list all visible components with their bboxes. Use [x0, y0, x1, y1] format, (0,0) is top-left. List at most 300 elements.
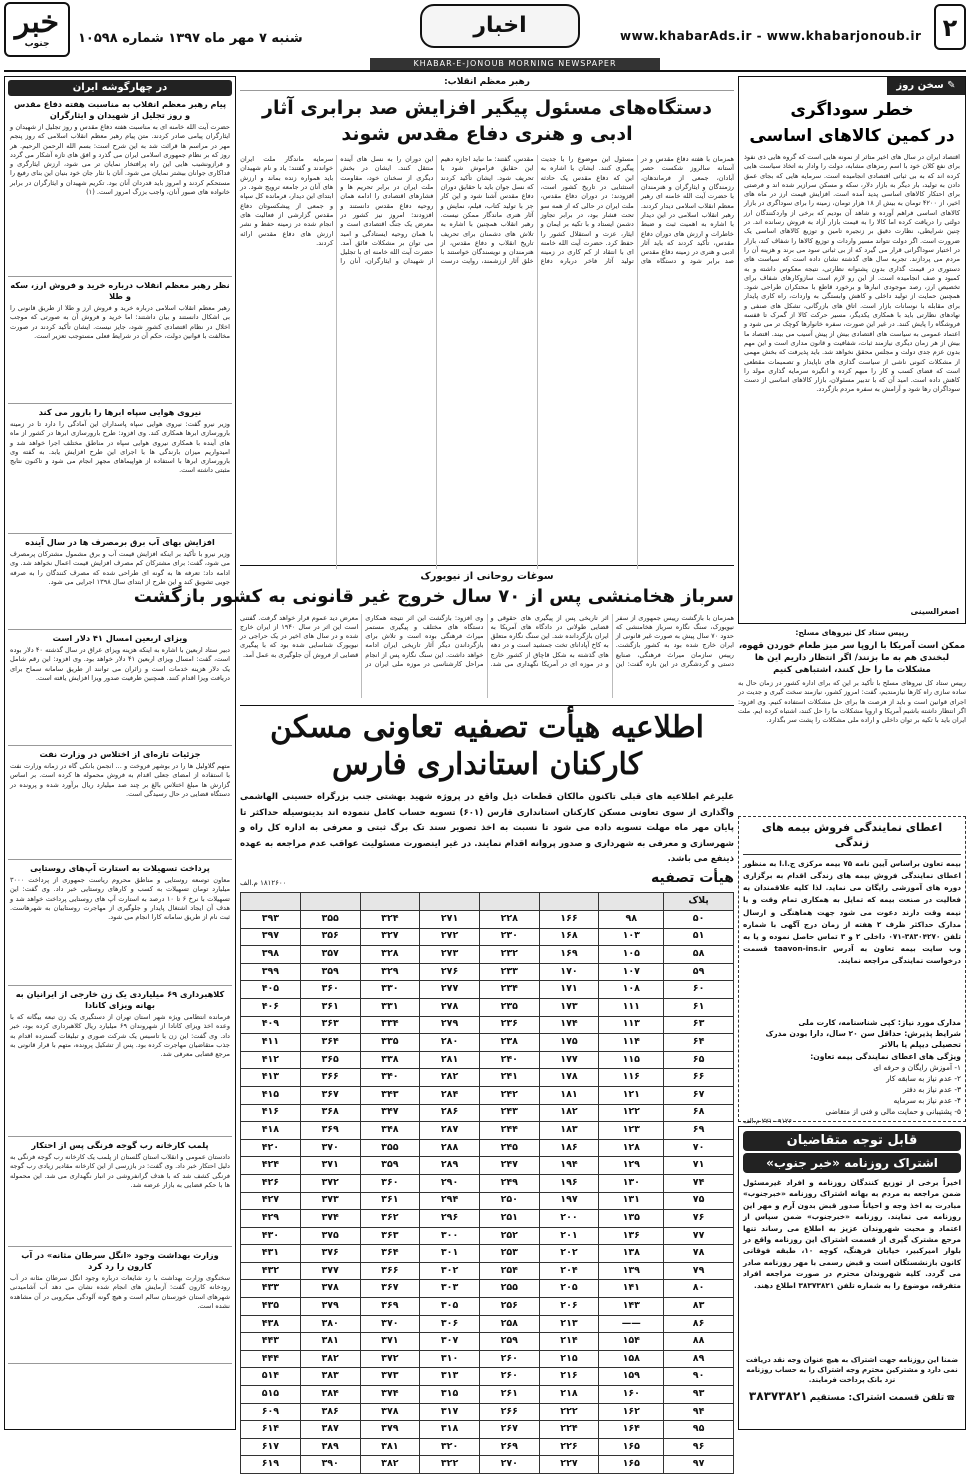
table-cell: ۱۷۴	[539, 1016, 599, 1034]
table-cell: ۱۶۰	[599, 1386, 664, 1404]
table-cell: ۴۳۵	[241, 1298, 301, 1316]
table-cell: ۶۵	[664, 1051, 734, 1069]
table-cell: ۳۶۷	[360, 1280, 420, 1298]
table-cell: ۲۷۳	[420, 946, 480, 964]
subscription-phone[interactable]: ۳۸۳۷۳۸۲۱	[748, 1389, 808, 1403]
insurance-ad-title: اعطای نمایندگی فروش بیمه های زندگی	[743, 821, 961, 855]
table-cell: ۸۹	[664, 1350, 734, 1368]
iran-news-body: دبیر ستاد اربعین با اشاره به اینکه هزینه ویزای عراق در سال گذشته ۴۰ دلار بوده است، گفت: امسال ویزای اربعین ۴۱ دلار خواهد بود. وی افزود: این رقم شامل یک دلار هزینه خدمات است و زائران می توانند از طریق سامانه سماح برای دریافت ویزا اقدام کنند. همچنین ظرفیت صدور ویزا افزایش یافته است.	[10, 646, 230, 682]
table-cell: ۱۸۲	[539, 1104, 599, 1122]
table-row	[241, 1157, 734, 1175]
table-cell: ۳۶۰	[360, 1174, 420, 1192]
soldier-news	[133, 570, 734, 706]
table-cell: ۲۵۱	[479, 1210, 539, 1228]
table-cell: ۳۱۷	[420, 1403, 480, 1421]
table-cell: ۳۶۴	[360, 1245, 420, 1263]
table-cell: ۳۳۱	[360, 998, 420, 1016]
table-cell: ۲۸۰	[420, 1034, 480, 1052]
table-cell: ۳۲۹	[360, 963, 420, 981]
table-cell: ۴۳۸	[241, 1315, 301, 1333]
iran-news-title: جزئیات تازه‌ای از اختلاس در وزارت نفت	[39, 749, 201, 759]
table-cell: ۱۰۳	[599, 928, 664, 946]
table-cell: ۳۳۰	[360, 981, 420, 999]
table-cell: ۱۱۳	[599, 1016, 664, 1034]
table-cell: ۲۳۳	[479, 963, 539, 981]
table-cell: ۳۸۶	[300, 1403, 360, 1421]
table-cell: ۲۸۸	[420, 1139, 480, 1157]
table-cell: ۲۰۵	[539, 1280, 599, 1298]
table-cell: ۳۷۲	[360, 1350, 420, 1368]
table-row	[241, 1386, 734, 1404]
table-cell: ۳۵۵	[300, 911, 360, 929]
table-cell: ۳۶۶	[360, 1262, 420, 1280]
iran-news-title: وزارت بهداشت وجود «انگل سرطان مثانه» در آب کارون را رد کرد	[21, 1250, 219, 1271]
logo-main: خبر	[14, 5, 60, 41]
logo-sub: جنوب	[24, 39, 50, 50]
table-cell: ۱۸۶	[539, 1139, 599, 1157]
editorial-label-bar	[887, 77, 965, 95]
table-cell: ۴۳۰	[241, 1227, 301, 1245]
table-cell: ۶۷	[664, 1086, 734, 1104]
table-cell: ۱۶۵	[599, 1438, 664, 1456]
table-row	[241, 1280, 734, 1298]
insurance-features	[743, 1062, 961, 1117]
table-cell: ۳۱۰	[420, 1350, 480, 1368]
table-cell: ۳۷۷	[300, 1262, 360, 1280]
table-cell: ۳۵۹	[300, 963, 360, 981]
subscription-body: اخیراً برخی از توزیع کنندگان روزنامه و افراد غیرمسئول ضمن مراجعه به مردم به بهانه اشتراک روزنامه «خبرجنوب» مبادرت به اخذ وجه و احیاناً صدور قبض بدون آرم و مهر این روزنامه می نمایند. روزنامه «خبرجنوب» ضمن سپاس از اعتماد و محبت شهروندان عزیز به اطلاع می رساند تنها مرجع مشترک گیری از قسمت اشتراک این روزنامه واقع در بلوار امیرکبیر، خیابان فرهنگ، کوچه ۱۰، طبقه فوقانی کانون بازنشستگان است و قبض رسمی با مهر روزنامه صادر می گردد. کلیه شهروندان محترم در صورت مراجعه افراد متفرقه، موضوع را به شماره تلفن ۳۸۳۷۳۸۲۱ اطلاع دهند.	[743, 1178, 961, 1290]
table-cell: ۹۳	[664, 1386, 734, 1404]
table-row	[241, 911, 734, 929]
table-cell: ۳۲۸	[360, 946, 420, 964]
table-cell: ۳۰۲	[420, 1262, 480, 1280]
table-cell: ۱۱۴	[599, 1034, 664, 1052]
soldier-title: سرباز هخامنشی پس از ۷۰ سال خروج غیر قانونی به کشور بازگشت	[133, 585, 734, 607]
table-cell: ۴۱۵	[241, 1086, 301, 1104]
insurance-feature: ۱- آموزش رایگان و حرفه ای	[873, 1063, 961, 1073]
table-cell: ۴۳۲	[241, 1262, 301, 1280]
table-cell: ۳۰۱	[420, 1245, 480, 1263]
table-cell: ۱۳۵	[599, 1210, 664, 1228]
table-cell: ۲۶۰	[479, 1350, 539, 1368]
iran-news-item	[8, 630, 232, 746]
iran-news-title: پیام رهبر معظم انقلاب به مناسبت هفته دفاع مقدس و روز تجلیل از شهیدان و ایثارگران	[13, 99, 227, 120]
side-news	[738, 628, 966, 812]
table-cell: ۲۵۲	[479, 1227, 539, 1245]
plaque-table-body	[241, 911, 734, 1474]
table-row	[241, 998, 734, 1016]
table-cell: ۱۸۳	[539, 1122, 599, 1140]
iran-news-title: پلمب کارخانه رب گوجه فرنگی پس از احتکار	[31, 1140, 209, 1150]
table-cell: ۱۲۳	[599, 1122, 664, 1140]
table-row	[241, 1421, 734, 1439]
table-cell: ۳۸۱	[300, 1333, 360, 1351]
table-cell: ۱۶۶	[539, 911, 599, 929]
table-cell: ۴۳۳	[241, 1280, 301, 1298]
table-cell: ۳۲۴	[360, 911, 420, 929]
side-news-title: ممکن است آمریکا با اروپا سر میز طعام خوردن قهوه، لبخندی هم به ما بزنند/ اگر انتظار داریم این ها مشکلات ما را حل کنند، اشتباهی کنیم	[738, 641, 966, 676]
table-cell: ۳۶۸	[300, 1104, 360, 1122]
table-cell: ۲۴۵	[479, 1139, 539, 1157]
table-cell: ۳۸۹	[300, 1438, 360, 1456]
notice-signer: هیأت تصفیه	[651, 870, 734, 887]
table-cell: ۱۱۵	[599, 1051, 664, 1069]
table-row	[241, 981, 734, 999]
table-cell: ۲۰۰	[539, 1210, 599, 1228]
table-cell: ۴۳۱	[241, 1245, 301, 1263]
table-cell: ۱۰۷	[599, 963, 664, 981]
table-row	[241, 1104, 734, 1122]
table-cell: ۲۵۹	[479, 1333, 539, 1351]
soldier-body: همزمان با بازگشت رییس جمهوری از سفر نیویورک، سنگ نگاره سرباز هخامنشی که حدود ۷۰ سال پیش به صورت غیر قانونی از ایران خارج شده بود به کشور بازگشت. رییس سازمان میراث فرهنگی، صنایع دستی و گردشگری در این باره گفت: این اثر تاریخی پس از پیگیری های حقوقی و قضایی طولانی در دادگاه های آمریکا به ایران بازگردانده شد. این سنگ نگاره متعلق به کاخ آپادانای تخت جمشید است و در دهه های گذشته به شکل قاچاق از کشور خارج و در موزه ای در آمریکا نگهداری می شد. وی افزود: بازگشت این اثر نتیجه همکاری دستگاه های مختلف و پیگیری مستمر میراث فرهنگی بوده است و تلاش برای بازگرداندن دیگر آثار تاریخی ایران ادامه خواهد داشت. این سنگ نگاره پس از انجام مراحل کارشناسی در موزه ملی ایران در معرض دید عموم قرار خواهد گرفت. گفتنی است این اثر در سال ۱۹۴۰ از ایران خارج شده و در سال های اخیر در یک حراجی در نیویورک شناسایی شده بود که با پیگیری قضایی از فروش آن جلوگیری به عمل آمد.	[240, 613, 734, 668]
insurance-ad-body: بیمه تعاون براساس آیین نامه ۷۵ بیمه مرکزی ج.ا.ا به منظور اعطای نمایندگی فروش بیمه های زندگی اقدام به برگزاری دوره های آموزشی رایگان می نماید. لذا کلیه علاقمندان به فعالیت در صنعت بیمه که تمایل به همکاری تمام وقت و یا نیمه وقت دارند دعوت می شود جهت هماهنگی و ارسال مدارک حداکثر ظرف ۲ هفته از زمان درج آگهی با شماره تلفن ۳۸۳۰۴۲۷۰-۰۷۱ داخلی ۲ و ۳ تماس حاصل نموده و یا به وب سایت بیمه تعاون به آدرس taavon-ins.ir قسمت درخواست نمایندگی مراجعه نمایند.	[743, 858, 961, 966]
table-cell: ۴۲۷	[241, 1192, 301, 1210]
table-cell: ۱۳۶	[599, 1227, 664, 1245]
insurance-code: ۲۷۱۰-۹۱۲۶ م.الف	[743, 1117, 792, 1126]
table-cell: ۱۶۹	[539, 946, 599, 964]
table-cell: ۲۵۳	[479, 1245, 539, 1263]
table-cell: ۱۴۳	[599, 1298, 664, 1316]
table-cell: ۲۱۶	[539, 1368, 599, 1386]
table-cell: ۲۰۲	[539, 1245, 599, 1263]
table-cell: ۱۹۴	[539, 1157, 599, 1175]
table-cell: ۷۸	[664, 1245, 734, 1263]
table-cell: ۲۳۶	[479, 1016, 539, 1034]
table-cell: ۲۴۰	[479, 1051, 539, 1069]
table-cell: ۱۶۴	[599, 1421, 664, 1439]
table-cell: ۲۷۰	[479, 1456, 539, 1474]
table-cell: ۳۷۰	[300, 1139, 360, 1157]
iran-news-body: وزیر نیرو با تأکید بر اینکه افزایش قیمت آب و برق مشمول مشترکان پرمصرف می شود، گفت: برای مشترکان کم مصرف افزایش قیمت اعمال نخواهد شد. وی ادامه داد: تعرفه ها به گونه ای طراحی شده که مصرف کنندگان را به صرفه جویی تشویق کند و این طرح از ابتدای سال ۱۳۹۸ اجرایی می شود.	[10, 550, 230, 586]
table-cell: ۳۹۰	[300, 1456, 360, 1474]
table-cell: ۷۵	[664, 1192, 734, 1210]
editorial-title-1: خطر سوداگری	[790, 100, 914, 120]
table-row	[241, 928, 734, 946]
table-row	[241, 1069, 734, 1087]
table-cell: ۳۷۹	[300, 1298, 360, 1316]
table-cell: ۲۹۶	[420, 1210, 480, 1228]
table-cell: ۲۳۸	[479, 1034, 539, 1052]
table-cell: ۹۷	[664, 1456, 734, 1474]
table-cell: ۵۸	[664, 946, 734, 964]
table-cell: ۳۴۷	[360, 1104, 420, 1122]
table-cell: ۴۱۳	[241, 1069, 301, 1087]
table-row	[241, 1333, 734, 1351]
table-cell: ۹۶	[664, 1438, 734, 1456]
issue-date: شنبه ۷ مهر ماه ۱۳۹۷ شماره ۱۰۵۹۸	[78, 31, 303, 46]
table-row	[241, 1016, 734, 1034]
iran-news-item	[8, 534, 232, 630]
table-cell: ۳۴۸	[360, 1122, 420, 1140]
table-row	[241, 1315, 734, 1333]
iran-column-label: در چهارگوشه ایران	[8, 80, 232, 96]
table-cell: ۲۲۷	[539, 1456, 599, 1474]
table-cell: ۴۱۲	[241, 1051, 301, 1069]
table-row	[241, 1245, 734, 1263]
table-cell: ۵۱	[664, 928, 734, 946]
table-cell: ۳۷۹	[360, 1421, 420, 1439]
insurance-ad	[738, 816, 966, 1126]
table-cell: ۱۳۰	[599, 1174, 664, 1192]
table-cell: ۲۴۹	[479, 1174, 539, 1192]
table-cell: ۲۷۸	[420, 998, 480, 1016]
table-cell: ۲۵۴	[479, 1262, 539, 1280]
english-strip: KHABAR-E-JONOUB MORNING NEWSPAPER	[370, 58, 660, 70]
table-cell: ۳۶۲	[360, 1210, 420, 1228]
table-cell: ۱۷۳	[539, 998, 599, 1016]
table-cell: ۳۶۶	[300, 1069, 360, 1087]
table-cell: ۲۶۷	[479, 1421, 539, 1439]
soldier-kicker: سوغات روحانی از نیویورک	[420, 571, 554, 582]
table-cell: ۳۳۸	[360, 1051, 420, 1069]
table-row	[241, 1139, 734, 1157]
table-cell: ۳۴۰	[360, 1069, 420, 1087]
plaque-header: پلاک	[664, 893, 734, 911]
table-cell: ۱۴۱	[599, 1280, 664, 1298]
table-cell: ۳۸۱	[360, 1438, 420, 1456]
iran-news-body: متهم گلاولیل ها را در بوشهر فروخت و ... انجمن بانکی گاه در زمانه وزارت نفت با استفاده از امضای جعلی اقدام به فروش محموله ها کرده است. بر اساس گزارش ها مبلغ اختلاس بالغ بر چند صد میلیارد ریال برآورد شده و پرونده در دستگاه قضایی در حال رسیدگی است.	[10, 762, 230, 798]
table-row	[241, 1350, 734, 1368]
table-cell: ۳۷۱	[360, 1333, 420, 1351]
table-cell: ۳۳۴	[360, 1016, 420, 1034]
table-cell: ۳۰۰	[420, 1227, 480, 1245]
table-cell: ۲۰۱	[539, 1227, 599, 1245]
table-cell: ۱۱۶	[599, 1069, 664, 1087]
table-row	[241, 963, 734, 981]
table-cell: ۲۹۴	[420, 1192, 480, 1210]
table-cell: ۲۵۶	[479, 1298, 539, 1316]
table-cell: ۳۷۲	[300, 1174, 360, 1192]
table-cell: ۲۸۴	[420, 1086, 480, 1104]
iran-news-item	[8, 746, 232, 860]
table-cell: ۲۴۴	[479, 1122, 539, 1140]
table-cell: ۱۰۸	[599, 981, 664, 999]
table-cell: ۱۷۸	[539, 1069, 599, 1087]
table-cell: ۲۷۹	[420, 1016, 480, 1034]
table-cell: ۴۰۶	[241, 998, 301, 1016]
table-row	[241, 1456, 734, 1474]
table-cell: ۳۵۹	[360, 1157, 420, 1175]
section-title: اخبار	[420, 4, 580, 48]
iran-news-item	[8, 986, 232, 1137]
table-cell: ۸۸	[664, 1333, 734, 1351]
table-cell: ۶۴	[664, 1034, 734, 1052]
table-row	[241, 1192, 734, 1210]
iran-news-body: دادستان عمومی و انقلاب استان گلستان از پلمب یک کارخانه رب گوجه فرنگی به دلیل احتکار خبر داد. وی گفت: در بازرسی از این کارخانه مقادیر زیادی رب گوجه فرنگی کشف شد که با هدف گرانفروشی در انبار نگهداری می شد. این محموله ها با حکم قضایی به بازار عرضه شد.	[10, 1153, 230, 1189]
table-cell: ۳۷۴	[360, 1386, 420, 1404]
table-cell: ۹۸	[599, 911, 664, 929]
iran-news-item	[8, 860, 232, 986]
table-cell: ۳۷۶	[300, 1245, 360, 1263]
insurance-feat-title: ویژگی های اعطای نمایندگی بیمه تعاون:	[810, 1051, 961, 1061]
notice-code: ۱۸۱۲۶۰۰ م.الف	[240, 878, 287, 887]
table-cell: ۴۲۹	[241, 1210, 301, 1228]
table-cell: ۵۹	[664, 963, 734, 981]
iran-news-body: معاون توسعه روستایی و مناطق محروم ریاست جمهوری از پرداخت ۳۰۰۰ میلیارد تومان تسهیلات به کسب و کارهای روستایی خبر داد. وی گفت: این تسهیلات با نرخ ۶ تا ۱۰ درصد به استارت آپ های روستایی پرداخت خواهد شد و هدف آن ایجاد اشتغال پایدار و جلوگیری از مهاجرت روستاییان به شهرهاست. ثبت نام از طریق سامانه کارا انجام می شود.	[10, 876, 231, 922]
table-cell: ۳۴۳	[360, 1086, 420, 1104]
notice-sign-row	[240, 868, 734, 888]
table-cell: ۷۷	[664, 1227, 734, 1245]
table-cell: ۲۲۶	[539, 1438, 599, 1456]
table-row	[241, 1034, 734, 1052]
table-cell: ——	[599, 1315, 664, 1333]
table-cell: ۲۲۸	[479, 911, 539, 929]
iran-news-body: وزیر نیرو گفت: نیروی هوایی سپاه پاسداران این آمادگی را دارد تا در زمینه بارورسازی ابرها همکاری کند. وی افزود: طرح بارورسازی ابرها در کشور از ماه های آینده با همکاری نیروی هوایی سپاه در مناطق مختلف اجرا خواهد شد و امیدواریم میزان بارندگی ها با اجرای این طرح افزایش یابد. به گفته وی بارورسازی ابرها با استفاده از هواپیماهای مجهز انجام می شود و تاکنون نتایج مثبتی داشته است.	[10, 420, 230, 475]
iran-news-title: افزایش بهای آب برق برمصرف ها در سال آینده	[25, 537, 215, 547]
table-cell: ۳۶۱	[300, 998, 360, 1016]
table-cell: ۳۶۵	[300, 1051, 360, 1069]
table-cell: ۳۶۱	[360, 1192, 420, 1210]
iran-news-body: حضرت آیت الله خامنه ای به مناسبت هفته دفاع مقدس و روز تجلیل از شهیدان و ایثارگران پیامی صادر کردند. متن پیام رهبر معظم انقلاب اسلامی که روز پنجم مهر در مراسم ها قرائت شد به این شرح است: بسم الله الرحمن الرحیم. هر روز که بر نظام جمهوری اسلامی ایران می گذرد و افق های تازه آشکار می گردد و فرازونشیب هایی این راه پرافتخار نمایان تر می شود، ارزش ایثارگری و فداکاری جوانان بیشتر نمایان می شود. آنان با نثار جان خود بنیان این بنای رفیع را مستحکم کردند و امروز باید قدردان آنان بود. تکریم شهیدان و ایثارگران در برابر خانواده های صبور آنان، واجب بزرگ امروز است. (۱)	[10, 123, 230, 197]
cooperative-notice	[240, 710, 734, 1470]
table-cell: ۴۰۵	[241, 981, 301, 999]
table-cell: ۱۷۷	[539, 1051, 599, 1069]
table-cell: ۴۱۸	[241, 1122, 301, 1140]
leader-body: همزمان با هفته دفاع مقدس و در آستانه سالروز شکست حصر آبادان، جمعی از فرماندهان، رزمندگان و ایثارگران و هنرمندان با حضرت آیت الله خامنه ای رهبر معظم انقلاب اسلامی دیدار کردند. رهبر انقلاب اسلامی در این دیدار با اشاره به اهمیت ثبت و ضبط خاطرات و ارزش های دوران دفاع مقدس، تأکید کردند که باید آثار ادبی و هنری در زمینه دفاع مقدس صد برابر شود و دستگاه های مسئول این موضوع را با جدیت پیگیری کنند. ایشان با اشاره به این که دفاع مقدس یک حادثه استثنایی در تاریخ کشور است، افزودند: در دوران دفاع مقدس، ملت ایران در حالی که از همه سو تحت فشار بود، در برابر تجاوز دشمن ایستاد و با تکیه بر ایمان و ایثار، عزت و استقلال کشور را حفظ کرد. حضرت آیت الله خامنه ای با انتقاد از کم کاری در زمینه تولید آثار فاخر درباره دفاع مقدس، گفتند: ما نباید اجازه دهیم این حقایق فراموش شود یا تحریف شود. ایشان تأکید کردند که نسل جوان باید با حقایق دوران دفاع مقدس آشنا شود و این کار جز با تولید کتاب، فیلم، نمایش و آثار هنری ماندگار ممکن نیست. رهبر انقلاب همچنین با اشاره به تلاش های دشمنان برای تحریف تاریخ انقلاب و دفاع مقدس، از هنرمندان و نویسندگان خواستند با خلق آثار ارزشمند، روایت درست این دوران را به نسل های آینده منتقل کنند. ایشان در بخش دیگری از سخنان خود، مقاومت ملت ایران در برابر تحریم ها و فشارهای اقتصادی را ادامه همان روحیه دفاع مقدس دانستند و افزودند: امروز نیز کشور در معرض یک جنگ اقتصادی است و با همان روحیه ایستادگی و امید می توان بر مشکلات فائق آمد. حضرت آیت الله خامنه ای با تجلیل از شهیدان و ایثارگران، آنان را سرمایه ماندگار ملت ایران خواندند و گفتند: یاد و نام شهیدان باید همواره زنده بماند و ارزش های آنان در جامعه ترویج شود. در ابتدای این دیدار، فرمانده کل سپاه و جمعی از پیشکسوتان دفاع مقدس گزارشی از فعالیت های انجام شده در زمینه حفظ و نشر ارزش های دفاع مقدس ارائه کردند.	[240, 155, 734, 266]
table-row	[241, 1174, 734, 1192]
table-cell: ۶۰	[664, 981, 734, 999]
editorial-title-2: در کمین کالاهای اساسی	[749, 126, 955, 146]
iran-news-body: رهبر معظم انقلاب اسلامی درباره خرید و فروش ارز و طلا از طریق قانونی را بی اشکال دانستند و بیان داشتند: اما خرید و فروش آن به صورتی که موجب اخلال در نظام اقتصادی کشور شود، جایز نیست. ایشان تأکید کردند در صورت مخالفت با قوانین دولت، حکم آن در شرایط فعلی مستوجب تعزیر است.	[10, 304, 230, 340]
table-cell: ۳۷۱	[300, 1157, 360, 1175]
table-cell: ۲۹۰	[420, 1174, 480, 1192]
table-cell: ۸۳	[664, 1298, 734, 1316]
iran-news-title: نیروی هوایی سپاه ابرها را بارور می کند	[38, 407, 202, 417]
website-url[interactable]: www.khabarAds.ir - www.khabarjonoub.ir	[620, 29, 922, 43]
iran-news-title: نظر رهبر معظم انقلاب درباره خرید و فروش ارز، سکه و طلا	[10, 280, 230, 301]
iran-news-item	[8, 1247, 232, 1364]
table-cell: ۳۸۰	[300, 1315, 360, 1333]
masthead	[0, 0, 970, 72]
table-cell: ۱۳۹	[599, 1262, 664, 1280]
table-cell: ۲۶۶	[479, 1403, 539, 1421]
table-cell: ۱۶۸	[539, 928, 599, 946]
table-cell: ۲۶۹	[479, 1438, 539, 1456]
table-cell: ۳۸۷	[300, 1421, 360, 1439]
table-cell: ۳۶۴	[300, 1034, 360, 1052]
table-row	[241, 1262, 734, 1280]
table-cell: ۷۹	[664, 1262, 734, 1280]
table-cell: ۱۷۵	[539, 1034, 599, 1052]
table-cell: ۲۴۱	[479, 1069, 539, 1087]
table-cell: ۴۲۰	[241, 1139, 301, 1157]
table-row	[241, 1210, 734, 1228]
table-cell: ۳۶۰	[300, 981, 360, 999]
table-cell: ۲۸۹	[420, 1157, 480, 1175]
table-cell: ۳۹۳	[241, 911, 301, 929]
table-cell: ۲۱۸	[539, 1386, 599, 1404]
table-cell: ۲۱۵	[539, 1350, 599, 1368]
table-row	[241, 1298, 734, 1316]
insurance-feature: ۵- پشتیبانی و حمایت مالی و فنی از متقاضی	[825, 1107, 961, 1117]
table-cell: ۳۱۸	[420, 1421, 480, 1439]
iran-news-title: ویزای اربعین امسال ۴۱ دلار است	[52, 633, 188, 643]
table-cell: ۷۶	[664, 1210, 734, 1228]
editorial-body: اقتصاد ایران در سال های اخیر متاثر از نمونه هایی است که گروه هایی ذی نفوذ برای نفع کلان خود با اسم رمزهای مشابه، دولت را وادار به اتخاذ سیاست هایی کرده اند که به بی ثباتی اقتصادی انجامیده است. سرمایه هایی که بجای عمق دادن به تولید، بار دیگر به بازار دلار، سکه و مسکن سرازیر شده اند و فرصتی برای احتکار کالاهای اساسی پدید آمده است. افزایش قیمت ارز در ماه های اخیر، از ۴۲۰۰ تومان به بیش از ۱۸ هزار تومان، زمینه را برای سوداگری در بازار کالاهای اساسی فراهم آورده و شاهد آن بودیم که برخی از واردکنندگان ارز دولتی را دریافت کرده اما کالا را به قیمت بازار آزاد به فروش رسانده اند. در چنین شرایطی، نظارت دقیق بر زنجیره تامین و توزیع کالاهای اساسی یک ضرورت است. اگر دولت نتواند مسیر واردات و توزیع کالاها را شفاف کند، بازار در اختیار سوداگرانی قرار می گیرد که از بی ثباتی سود می برند و هزینه آن را مردم می پردازند. تجربه سال های گذشته نشان داده است که سیاست های دستوری در قیمت گذاری بدون پشتوانه نظارتی، نتیجه معکوس داشته و به کمبود و صف انجامیده است. از این رو لازم است سازوکارهای شفاف برای تخصیص ارز، رصد موجودی انبارها و برخورد قاطع با محتکران طراحی شود. همچنین حمایت از تولید داخلی و کاهش وابستگی به واردات، راه کاری پایدار برای مقابله با نوسانات بازار است. اتاق های بازرگانی، تشکل های صنفی و نهادهای نظارتی باید با همکاری یکدیگر، مسیر حرکت کالا از گمرک تا قفسه فروشگاه را پایش کنند. در غیر این صورت، سفره خانوارها کوچک تر می شود و اعتماد عمومی به سیاست های اقتصادی بیش از پیش آسیب می بیند. اقتصاد ما بیش از هر زمان دیگری نیازمند ثبات، شفافیت و قانون مداری است و این مهم بدون عزم جدی دولت و مجلس محقق نخواهد شد. باید پذیرفت که بخش مهمی از مشکلات کنونی ناشی از سیاست گذاری های ناپایدار و تصمیمات مقطعی است که فضای کسب و کار را مبهم کرده و انگیزه سرمایه گذاری مولد را کاهش داده است. امید آن که با تدبیر مسئولان، بازار کالاهای اساسی از دست سوداگران رها شود و آرامش به سفره مردم بازگردد.	[744, 153, 960, 394]
table-cell: ۳۷۸	[300, 1280, 360, 1298]
table-cell: ۳۰۶	[420, 1315, 480, 1333]
newspaper-logo	[4, 2, 70, 57]
table-cell: ۱۲۱	[599, 1086, 664, 1104]
table-cell: ۳۸۳	[300, 1368, 360, 1386]
editorial-author: اصغرالسینی	[910, 607, 959, 616]
table-cell: ۷۴	[664, 1174, 734, 1192]
table-cell: ۵۱۴	[241, 1368, 301, 1386]
table-cell: ۵۰	[664, 911, 734, 929]
table-cell: ۴۱۶	[241, 1104, 301, 1122]
table-cell: ۱۵۴	[599, 1333, 664, 1351]
iran-news-item	[8, 1137, 232, 1247]
table-row	[241, 1438, 734, 1456]
table-cell: ۲۲۲	[539, 1403, 599, 1421]
leader-news	[240, 76, 734, 566]
table-cell: ۳۶۹	[360, 1298, 420, 1316]
table-cell: ۹۵	[664, 1421, 734, 1439]
table-cell: ۶۳	[664, 1016, 734, 1034]
subscription-warning: ضمنا این روزنامه جهت اشتراک به هیچ عنوان وجه نقد دریافت نمی دارد و مشترکین محترم وجه اشتراک را به حساب روزنامه نزد بانک پرداخت فرمایند.	[745, 1356, 959, 1384]
table-cell: ۳۳۵	[360, 1034, 420, 1052]
table-cell: ۳۸۲	[360, 1456, 420, 1474]
table-cell: ۳۲۲	[420, 1456, 480, 1474]
table-cell: ۳۱۵	[420, 1386, 480, 1404]
table-cell: ۴۱۱	[241, 1034, 301, 1052]
table-cell: ۲۵۸	[479, 1315, 539, 1333]
table-cell: ۸۰	[664, 1280, 734, 1298]
table-cell: ۵۱۵	[241, 1386, 301, 1404]
table-cell: ۶۱۷	[241, 1438, 301, 1456]
table-cell: ۲۸۲	[420, 1069, 480, 1087]
iran-news-item	[8, 96, 232, 277]
table-row	[241, 1086, 734, 1104]
table-cell: ۳۹۸	[241, 946, 301, 964]
table-cell: ۱۶۲	[599, 1403, 664, 1421]
table-cell: ۳۵۵	[360, 1139, 420, 1157]
editorial-label: سخن روز	[896, 80, 944, 91]
iran-news-body: فرمانده انتظامی ویژه شهر استان تهران از دستگیری یک زن تبعه بیگانه که با وعده اخذ ویزای کانادا از شهروندان ۶۹ میلیارد ریال کلاهبرداری کرده بود، خبر داد. وی گفت: این زن با تاسیس یک شرکت صوری و تبلیغات گسترده اقدام به جذب متقاضیان مهاجرت کرده بود. پس از تشکیل پرونده، متهم با قرار قانونی به مرجع قضایی معرفی شد.	[10, 1013, 230, 1059]
notice-title-2: کارکنان استانداری فارس	[332, 747, 642, 782]
table-cell: ۳۸۲	[300, 1350, 360, 1368]
insurance-feature: ۳- عدم نیاز به دفتر	[902, 1085, 961, 1095]
table-cell: ۲۱۳	[539, 1315, 599, 1333]
subscription-phone-label: تلفن قسمت اشتراک: مستقیم	[809, 1393, 945, 1403]
table-cell: ۳۶۳	[360, 1227, 420, 1245]
table-cell: ۲۴۷	[479, 1157, 539, 1175]
table-cell: ۱۵۹	[599, 1368, 664, 1386]
table-cell: ۳۰۷	[420, 1333, 480, 1351]
table-cell: ۶۸	[664, 1104, 734, 1122]
table-cell: ۳۸۴	[300, 1386, 360, 1404]
table-cell: ۴۲۴	[241, 1157, 301, 1175]
table-cell: ۶۰۹	[241, 1403, 301, 1421]
table-cell: ۱۰۵	[599, 946, 664, 964]
table-cell: ۲۰۶	[539, 1298, 599, 1316]
table-cell: ۱۳۱	[599, 1192, 664, 1210]
table-cell: ۴۰۹	[241, 1016, 301, 1034]
table-cell: ۱۹۶	[539, 1174, 599, 1192]
table-cell: ۳۷۳	[360, 1368, 420, 1386]
table-row	[241, 1403, 734, 1421]
table-cell: ۲۵۵	[479, 1280, 539, 1298]
table-cell: ۲۸۶	[420, 1104, 480, 1122]
table-cell: ۲۷۱	[420, 911, 480, 929]
table-cell: ۱۸۱	[539, 1086, 599, 1104]
table-cell: ۱۲۲	[599, 1104, 664, 1122]
table-cell: ۶۱۴	[241, 1421, 301, 1439]
table-cell: ۳۷۸	[360, 1403, 420, 1421]
subscription-title-2: اشتراک روزنامه «خبر جنوب»	[743, 1153, 961, 1173]
table-row	[241, 1227, 734, 1245]
insurance-feature: ۴- عدم نیاز به سرمایه	[893, 1096, 961, 1106]
